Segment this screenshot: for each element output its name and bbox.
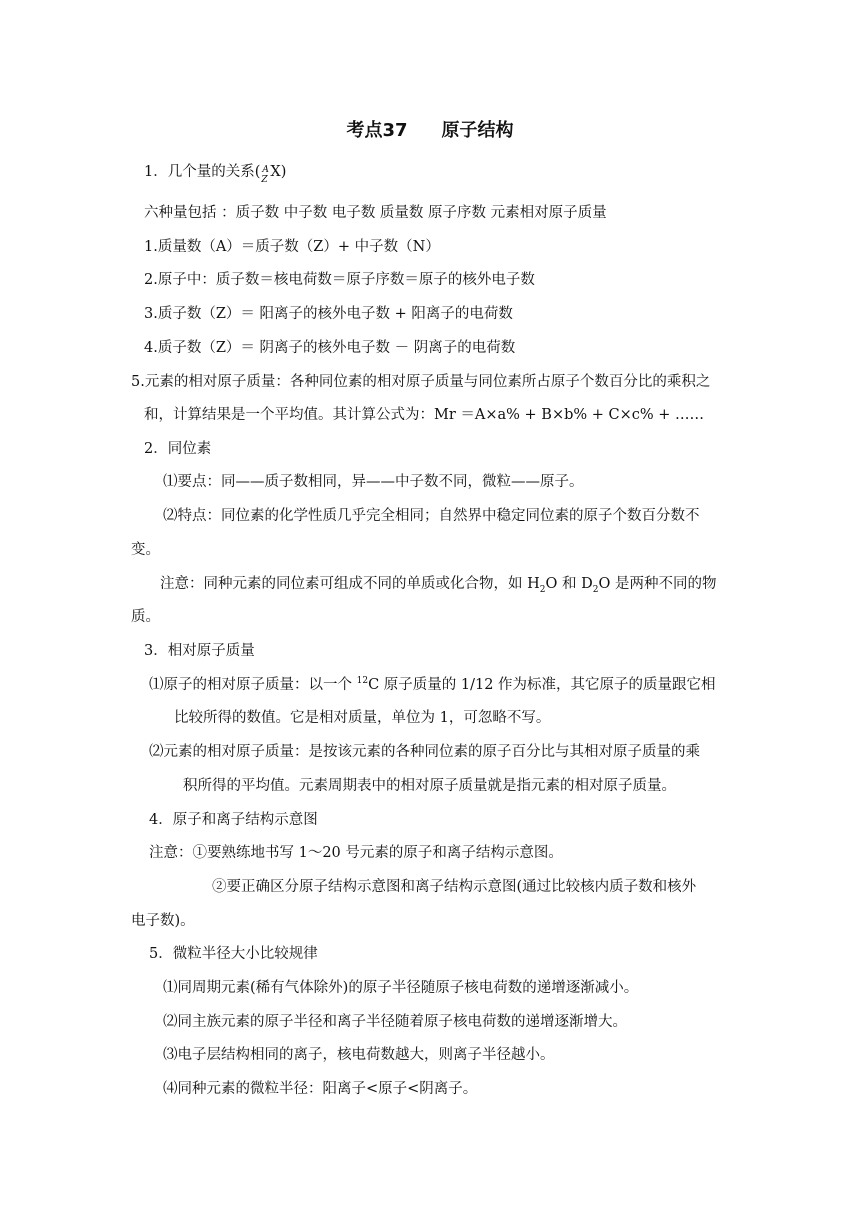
isotope-point-1: ⑴要点：同——质子数相同，异——中子数不同，微粒——原子。 xyxy=(163,474,584,490)
isotope-point-2-line2: 变。 xyxy=(131,542,160,558)
section5-heading: 5．微粒半径大小比较规律 xyxy=(149,946,318,962)
item-5-line1: 5.元素的相对原子质量：各种同位素的相对原子质量与同位素所占原子个数百分比的乘积之 xyxy=(131,374,711,390)
item-1: 1.质量数（A）＝质子数（Z）+ 中子数（N） xyxy=(144,239,440,255)
relative-mass-point-1-line2: 比较所得的数值。它是相对质量，单位为 1，可忽略不写。 xyxy=(174,710,551,726)
structure-note-2-line2: 电子数)。 xyxy=(131,913,195,929)
section2-heading: 2．同位素 xyxy=(144,441,212,457)
radius-rule-3: ⑶电子层结构相同的离子，核电荷数越大，则离子半径越小。 xyxy=(163,1047,555,1063)
item-3: 3.质子数（Z）＝ 阳离子的核外电子数 + 阳离子的电荷数 xyxy=(144,306,513,322)
isotope-note-line2: 质。 xyxy=(131,609,160,625)
six-quantities: 六种量包括 ：质子数 中子数 电子数 质量数 原子序数 元素相对原子质量 xyxy=(144,205,607,221)
nuclide-symbol: A Z xyxy=(261,165,269,185)
title-part1: 考点37 xyxy=(346,120,408,141)
structure-note-2-line1: ②要正确区分原子结构示意图和离子结构示意图(通过比较核内质子数和核外 xyxy=(212,879,697,895)
isotope-point-2-line1: ⑵特点：同位素的化学性质几乎完全相同；自然界中稳定同位素的原子个数百分数不 xyxy=(163,508,700,524)
radius-rule-1: ⑴同周期元素(稀有气体除外)的原子半径随原子核电荷数的递增逐渐减小。 xyxy=(163,980,639,996)
section4-heading: 4．原子和离子结构示意图 xyxy=(149,812,318,828)
page-title xyxy=(0,116,860,142)
item-4: 4.质子数（Z）＝ 阴离子的核外电子数 － 阴离子的电荷数 xyxy=(144,340,516,356)
relative-mass-point-1-line1: ⑴原子的相对原子质量：以一个 $^{12}$C 原子质量的 1/12 作为标准，其它原子的质量跟它相 xyxy=(149,676,716,693)
section3-heading: 3．相对原子质量 xyxy=(144,643,255,659)
isotope-note-line1: 注意：同种元素的同位素可组成不同的单质或化合物，如 $H_2O$ 和 $D_2O$ 是两种不同的物 xyxy=(160,576,717,595)
relative-mass-point-2-line2: 积所得的平均值。元素周期表中的相对原子质量就是指元素的相对原子质量。 xyxy=(183,778,676,794)
structure-note-1: 注意：①要熟练地书写 1～20 号元素的原子和离子结构示意图。 xyxy=(149,845,563,861)
relative-mass-point-2-line1: ⑵元素的相对原子质量：是按该元素的各种同位素的原子百分比与其相对原子质量的乘 xyxy=(149,744,700,760)
radius-rule-4: ⑷同种元素的微粒半径：阳离子<原子<阴离子。 xyxy=(163,1081,478,1097)
item-5-line2: 和，计算结果是一个平均值。其计算公式为：Mr ＝A×a% + B×b% + C×c% + …… xyxy=(144,407,705,423)
item-2: 2.原子中：质子数＝核电荷数＝原子序数＝原子的核外电子数 xyxy=(144,272,535,288)
title-part2: 原子结构 xyxy=(441,120,514,141)
radius-rule-2: ⑵同主族元素的原子半径和离子半径随着原子核电荷数的递增逐渐增大。 xyxy=(163,1014,627,1030)
section1-heading: 1．几个量的关系( A Z X) xyxy=(144,164,287,185)
